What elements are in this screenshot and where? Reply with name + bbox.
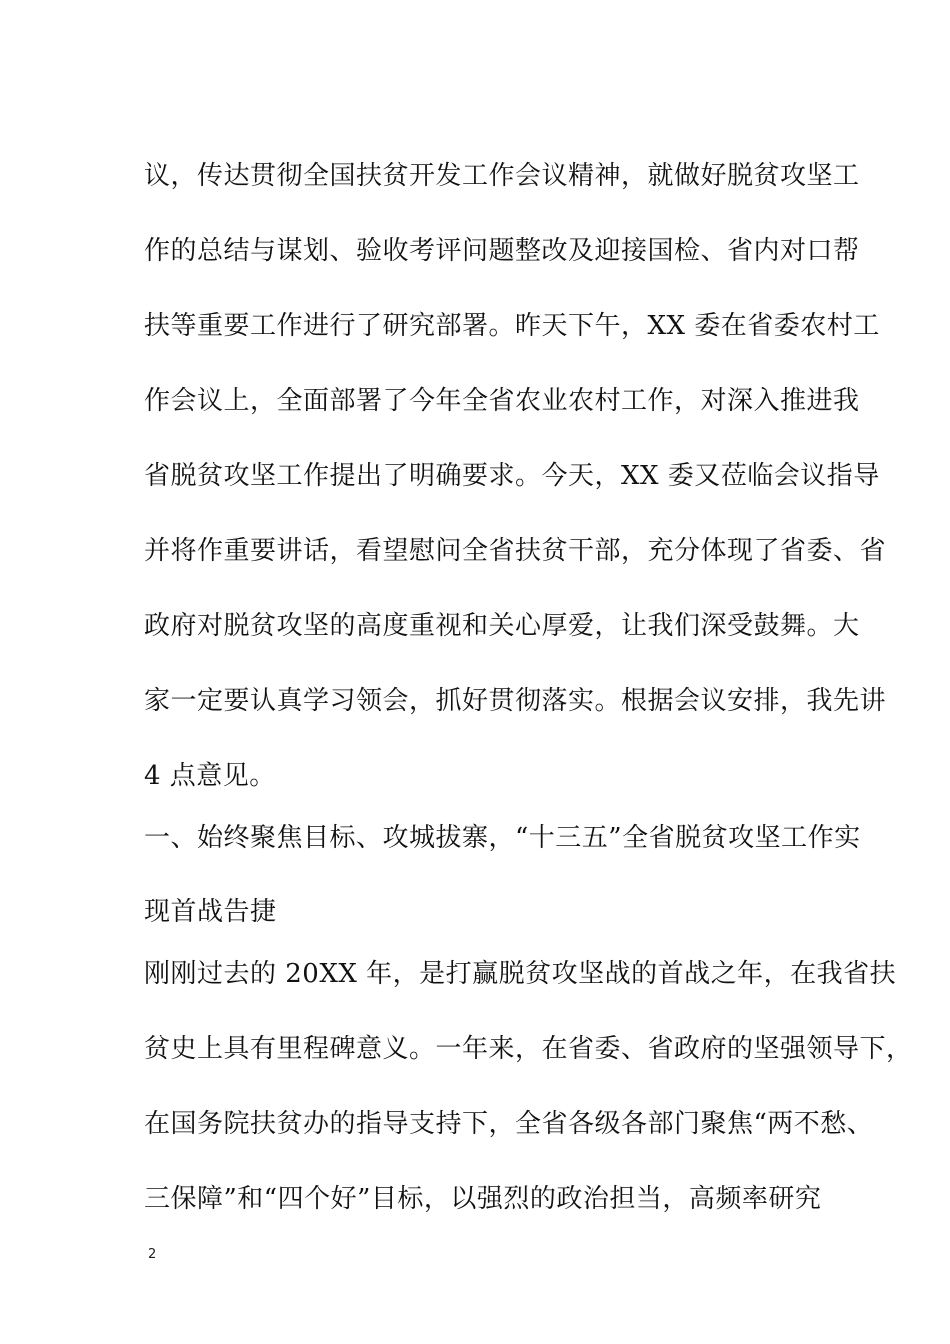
text-line: 4 点意见。 <box>144 761 276 791</box>
text-line: 议，传达贯彻全国扶贫开发工作会议精神，就做好脱贫攻坚工 <box>144 161 860 191</box>
text-line: 在国务院扶贫办的指导支持下，全省各级各部门聚焦“两不愁、 <box>144 1109 874 1139</box>
page-number: 2 <box>148 1247 157 1262</box>
text-line: 政府对脱贫攻坚的高度重视和关心厚爱，让我们深受鼓舞。大 <box>144 611 860 641</box>
text-line: 刚刚过去的 20XX 年，是打赢脱贫攻坚战的首战之年，在我省扶 <box>144 959 897 989</box>
section-heading: 一、始终聚焦目标、攻城拔寨，“十三五”全省脱贫攻坚工作实 <box>144 823 861 853</box>
text-line: 扶等重要工作进行了研究部署。昨天下午，XX 委在省委农村工 <box>144 311 880 341</box>
text-line: 贫史上具有里程碑意义。一年来，在省委、省政府的坚强领导下， <box>144 1034 913 1064</box>
text-line: 作的总结与谋划、验收考评问题整改及迎接国检、省内对口帮 <box>144 236 860 266</box>
text-line: 并将作重要讲话，看望慰问全省扶贫干部，充分体现了省委、省 <box>144 536 887 566</box>
text-line: 三保障”和“四个好”目标，以强烈的政治担当，高频率研究 <box>144 1184 822 1214</box>
text-line: 家一定要认真学习领会，抓好贯彻落实。根据会议安排，我先讲 <box>144 686 887 716</box>
text-line: 作会议上，全面部署了今年全省农业农村工作，对深入推进我 <box>144 386 860 416</box>
section-heading-continued: 现首战告捷 <box>144 897 277 927</box>
text-line: 省脱贫攻坚工作提出了明确要求。今天，XX 委又莅临会议指导 <box>144 461 880 491</box>
